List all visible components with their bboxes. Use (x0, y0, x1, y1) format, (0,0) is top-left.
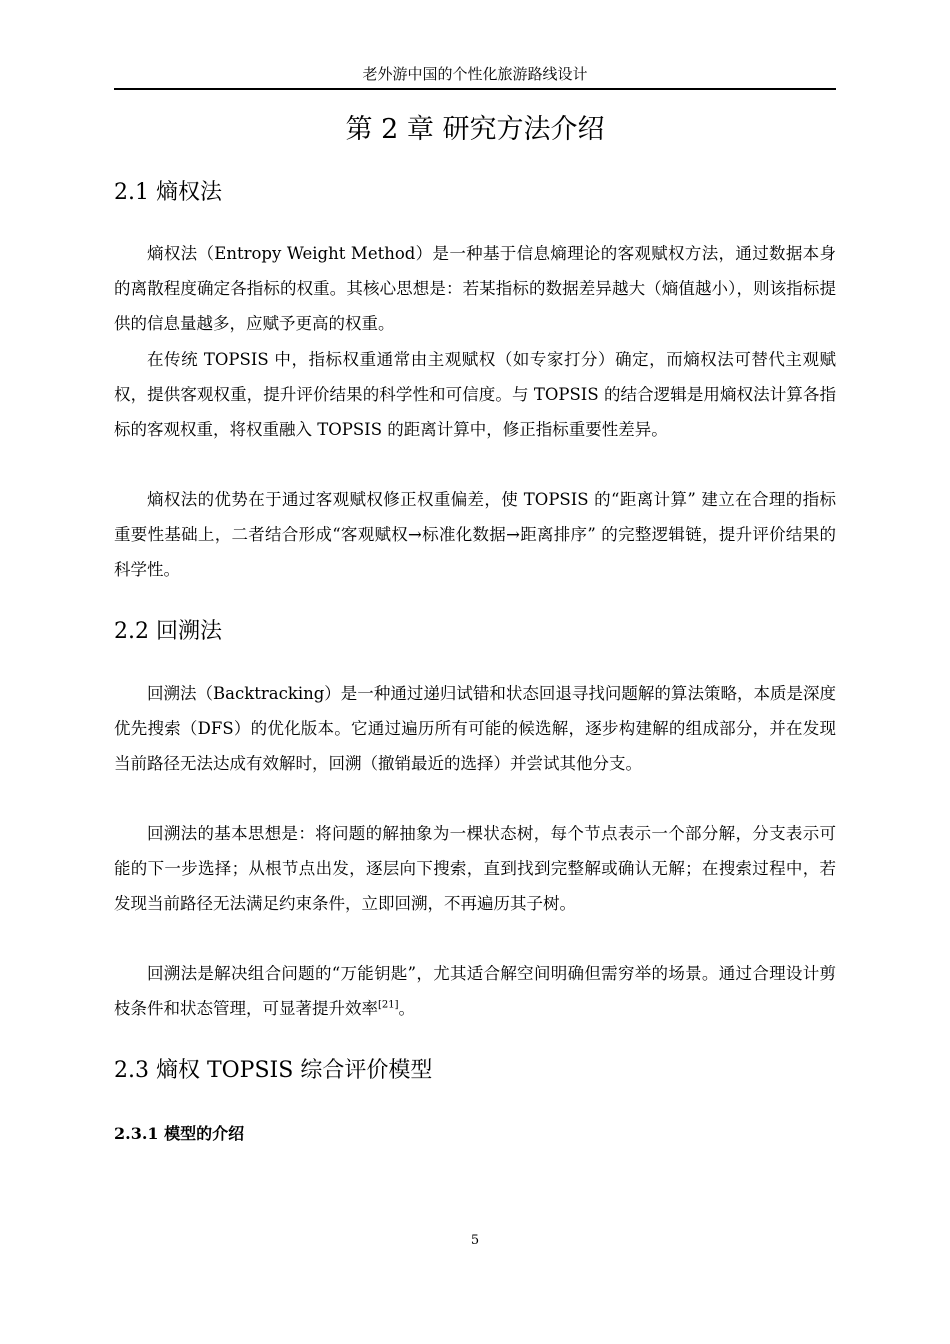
paragraph-2-2-3 (114, 956, 836, 1026)
paragraph-2-2-2: 回溯法的基本思想是：将问题的解抽象为一棵状态树，每个节点表示一个部分解，分支表示可能的下一步选择；从根节点出发，逐层向下搜索，直到找到完整解或确认无解；在搜索过程中，若发现当前路径无法满足约束条件，立即回溯，不再遍历其子树。 (114, 824, 836, 913)
paragraph-2-2-1: 回溯法（Backtracking）是一种通过递归试错和状态回退寻找问题解的算法策略，本质是深度优先搜索（DFS）的优化版本。它通过遍历所有可能的候选解，逐步构建解的组成部分，并在发现当前路径无法达成有效解时，回溯（撤销最近的选择）并尝试其他分支。 (114, 684, 836, 773)
paragraph-2-2-3-end: 。 (398, 999, 416, 1018)
paragraph-2-1-2: 在传统 TOPSIS 中，指标权重通常由主观赋权（如专家打分）确定，而熵权法可替代主观赋权，提供客观权重，提升评价结果的科学性和可信度。与 TOPSIS 的结合逻辑是用熵权法计算各指标的客观权重，将权重融入 TOPSIS 的距离计算中，修正指标重要性差异。 (114, 350, 836, 439)
paragraph-2-1-3: 熵权法的优势在于通过客观赋权修正权重偏差，使 TOPSIS 的“距离计算” 建立在合理的指标重要性基础上，二者结合形成“客观赋权→标准化数据→距离排序” 的完整逻辑链，提升评价结果的科学性。 (114, 490, 836, 579)
section-heading-2-2: 2.2 回溯法 (114, 619, 222, 644)
subsection-heading-2-3-1: 2.3.1 模型的介绍 (114, 1124, 245, 1143)
page-number: 5 (470, 1233, 480, 1248)
citation-21: [21] (378, 999, 399, 1011)
header-rule (114, 88, 836, 90)
section-heading-2-1: 2.1 熵权法 (114, 180, 222, 205)
paragraph-2-1-1: 熵权法（Entropy Weight Method）是一种基于信息熵理论的客观赋权方法，通过数据本身的离散程度确定各指标的权重。其核心思想是：若某指标的数据差异越大（熵值越小），则该指标提供的信息量越多，应赋予更高的权重。 (114, 244, 836, 333)
paragraph-2-2-3-text: 回溯法是解决组合问题的“万能钥匙”，尤其适合解空间明确但需穷举的场景。通过合理设计剪枝条件和状态管理，可显著提升效率 (114, 964, 836, 1018)
running-header: 老外游中国的个性化旅游路线设计 (362, 65, 588, 83)
section-heading-2-3: 2.3 熵权 TOPSIS 综合评价模型 (114, 1058, 433, 1083)
chapter-title: 第 2 章 研究方法介绍 (345, 114, 605, 145)
